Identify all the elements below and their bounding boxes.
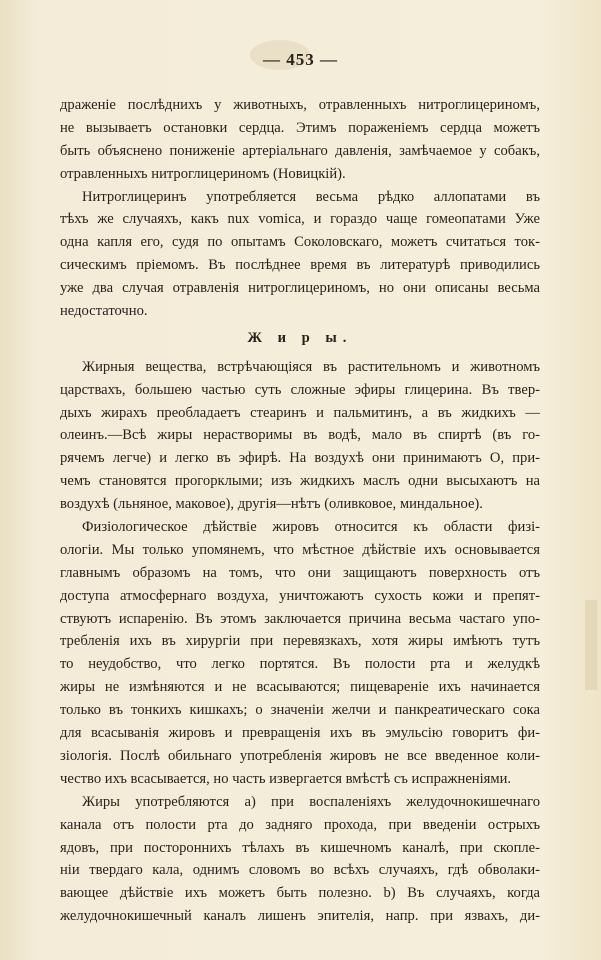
text-line: рячемъ легче) и легко въ эфирѣ. На воздухѣ они принимаютъ О, при- xyxy=(60,450,540,467)
text-line: Физіологическое дѣйствіе жировъ относится къ области физі- xyxy=(82,519,540,536)
text-line: недостаточно. xyxy=(60,303,148,320)
text-line: только въ тонкихъ кишкахъ; о значеніи желчи и панкреатическаго сока xyxy=(60,702,540,719)
text-line: ніи твердаго кала, однимъ словомъ во всѣхъ случаяхъ, гдѣ обволаки- xyxy=(60,862,540,879)
text-line: зіологія. Послѣ обильнаго употребленія жировъ не все введенное коли- xyxy=(60,747,540,764)
text-line: уже два случая отравленія нитроглицериномъ, но они описаны весьма xyxy=(60,280,540,297)
text-line: то неудобство, что легко портятся. Въ полости рта и желудкѣ xyxy=(60,656,540,673)
body-text xyxy=(60,94,540,928)
text-line: сическимъ пріемомъ. Въ послѣднее время въ литературѣ приводились xyxy=(60,257,540,274)
text-line: доступа атмосфернаго воздуха, уничтожаютъ сухость кожи и препят- xyxy=(60,587,540,604)
text-line: драженіе послѣднихъ у животныхъ, отравленныхъ нитроглицериномъ, xyxy=(60,97,540,113)
page-number: — 453 — xyxy=(263,50,338,69)
text-line: канала отъ полости рта до задняго прохода, при введеніи острыхъ xyxy=(60,816,540,833)
text-line: царствахъ, большею частью суть сложные эфиры глицерина. Въ твер- xyxy=(60,381,540,398)
text-line: главнымъ образомъ на томъ, что они защищаютъ поверхность отъ xyxy=(60,564,540,581)
text-line: чемъ становятся прогорклыми; изъ жидкихъ маслъ одни высыхаютъ на xyxy=(60,473,540,490)
text-line: дыхъ жирахъ преобладаетъ стеаринъ и пальмитинъ, а въ жидкихъ — xyxy=(60,404,540,421)
text-line: не вызываетъ остановки сердца. Этимъ пораженіемъ сердца можетъ xyxy=(60,119,540,136)
text-line: жиры не измѣняются и не всасываются; пищевареніе ихъ начинается xyxy=(60,679,540,696)
text-line: воздухѣ (льняное, маковое), другія—нѣтъ (оливковое, миндальное). xyxy=(60,496,483,513)
text-line: одна капля его, судя по опытамъ Соколовскаго, можетъ считаться ток- xyxy=(60,234,540,251)
text-line: ствуютъ испаренію. Въ этомъ заключается причина весьма частаго упо- xyxy=(60,610,540,627)
section-heading: Ж и р ы. xyxy=(247,329,353,346)
text-line: вающее дѣйствіе ихъ можетъ быть полезно. b) Въ случаяхъ, когда xyxy=(60,885,540,902)
text-line: ядовъ, при постороннихъ тѣлахъ въ кишечномъ каналѣ, при скопле- xyxy=(60,839,540,856)
text-line: Нитроглицеринъ употребляется весьма рѣдко аллопатами въ xyxy=(82,188,540,205)
text-line: для всасыванія жировъ и превращенія ихъ въ эмульсію говоритъ фи- xyxy=(60,725,540,742)
text-line: отравленныхъ нитроглицериномъ (Новицкій). xyxy=(60,165,346,182)
text-line: тѣхъ же случаяхъ, какъ nux vomica, и гораздо чаще гомеопатами Уже xyxy=(60,211,540,228)
text-line: требленія ихъ въ хирургіи при перевязкахъ, хотя жиры имѣютъ тутъ xyxy=(60,633,540,650)
text-line: олеинъ.—Всѣ жиры нерастворимы въ водѣ, мало въ спиртѣ (въ го- xyxy=(60,427,540,444)
text-line: ологіи. Мы только упомянемъ, что мѣстное дѣйствіе ихъ основывается xyxy=(60,541,540,558)
text-line: быть объяснено пониженіе артеріальнаго давленія, замѣчаемое у собакъ, xyxy=(60,142,540,159)
text-line: Жиры употребляются а) при воспаленіяхъ желудочнокишечнаго xyxy=(82,793,540,810)
text-line: желудочнокишечный каналъ лишенъ эпителія, напр. при язвахъ, ди- xyxy=(60,908,540,925)
page-edge-mark xyxy=(585,600,597,690)
text-line: Жирныя вещества, встрѣчающіяся въ растительномъ и животномъ xyxy=(82,358,540,375)
text-line: чество ихъ всасывается, но часть извергается вмѣстѣ съ испражненіями. xyxy=(60,770,512,787)
